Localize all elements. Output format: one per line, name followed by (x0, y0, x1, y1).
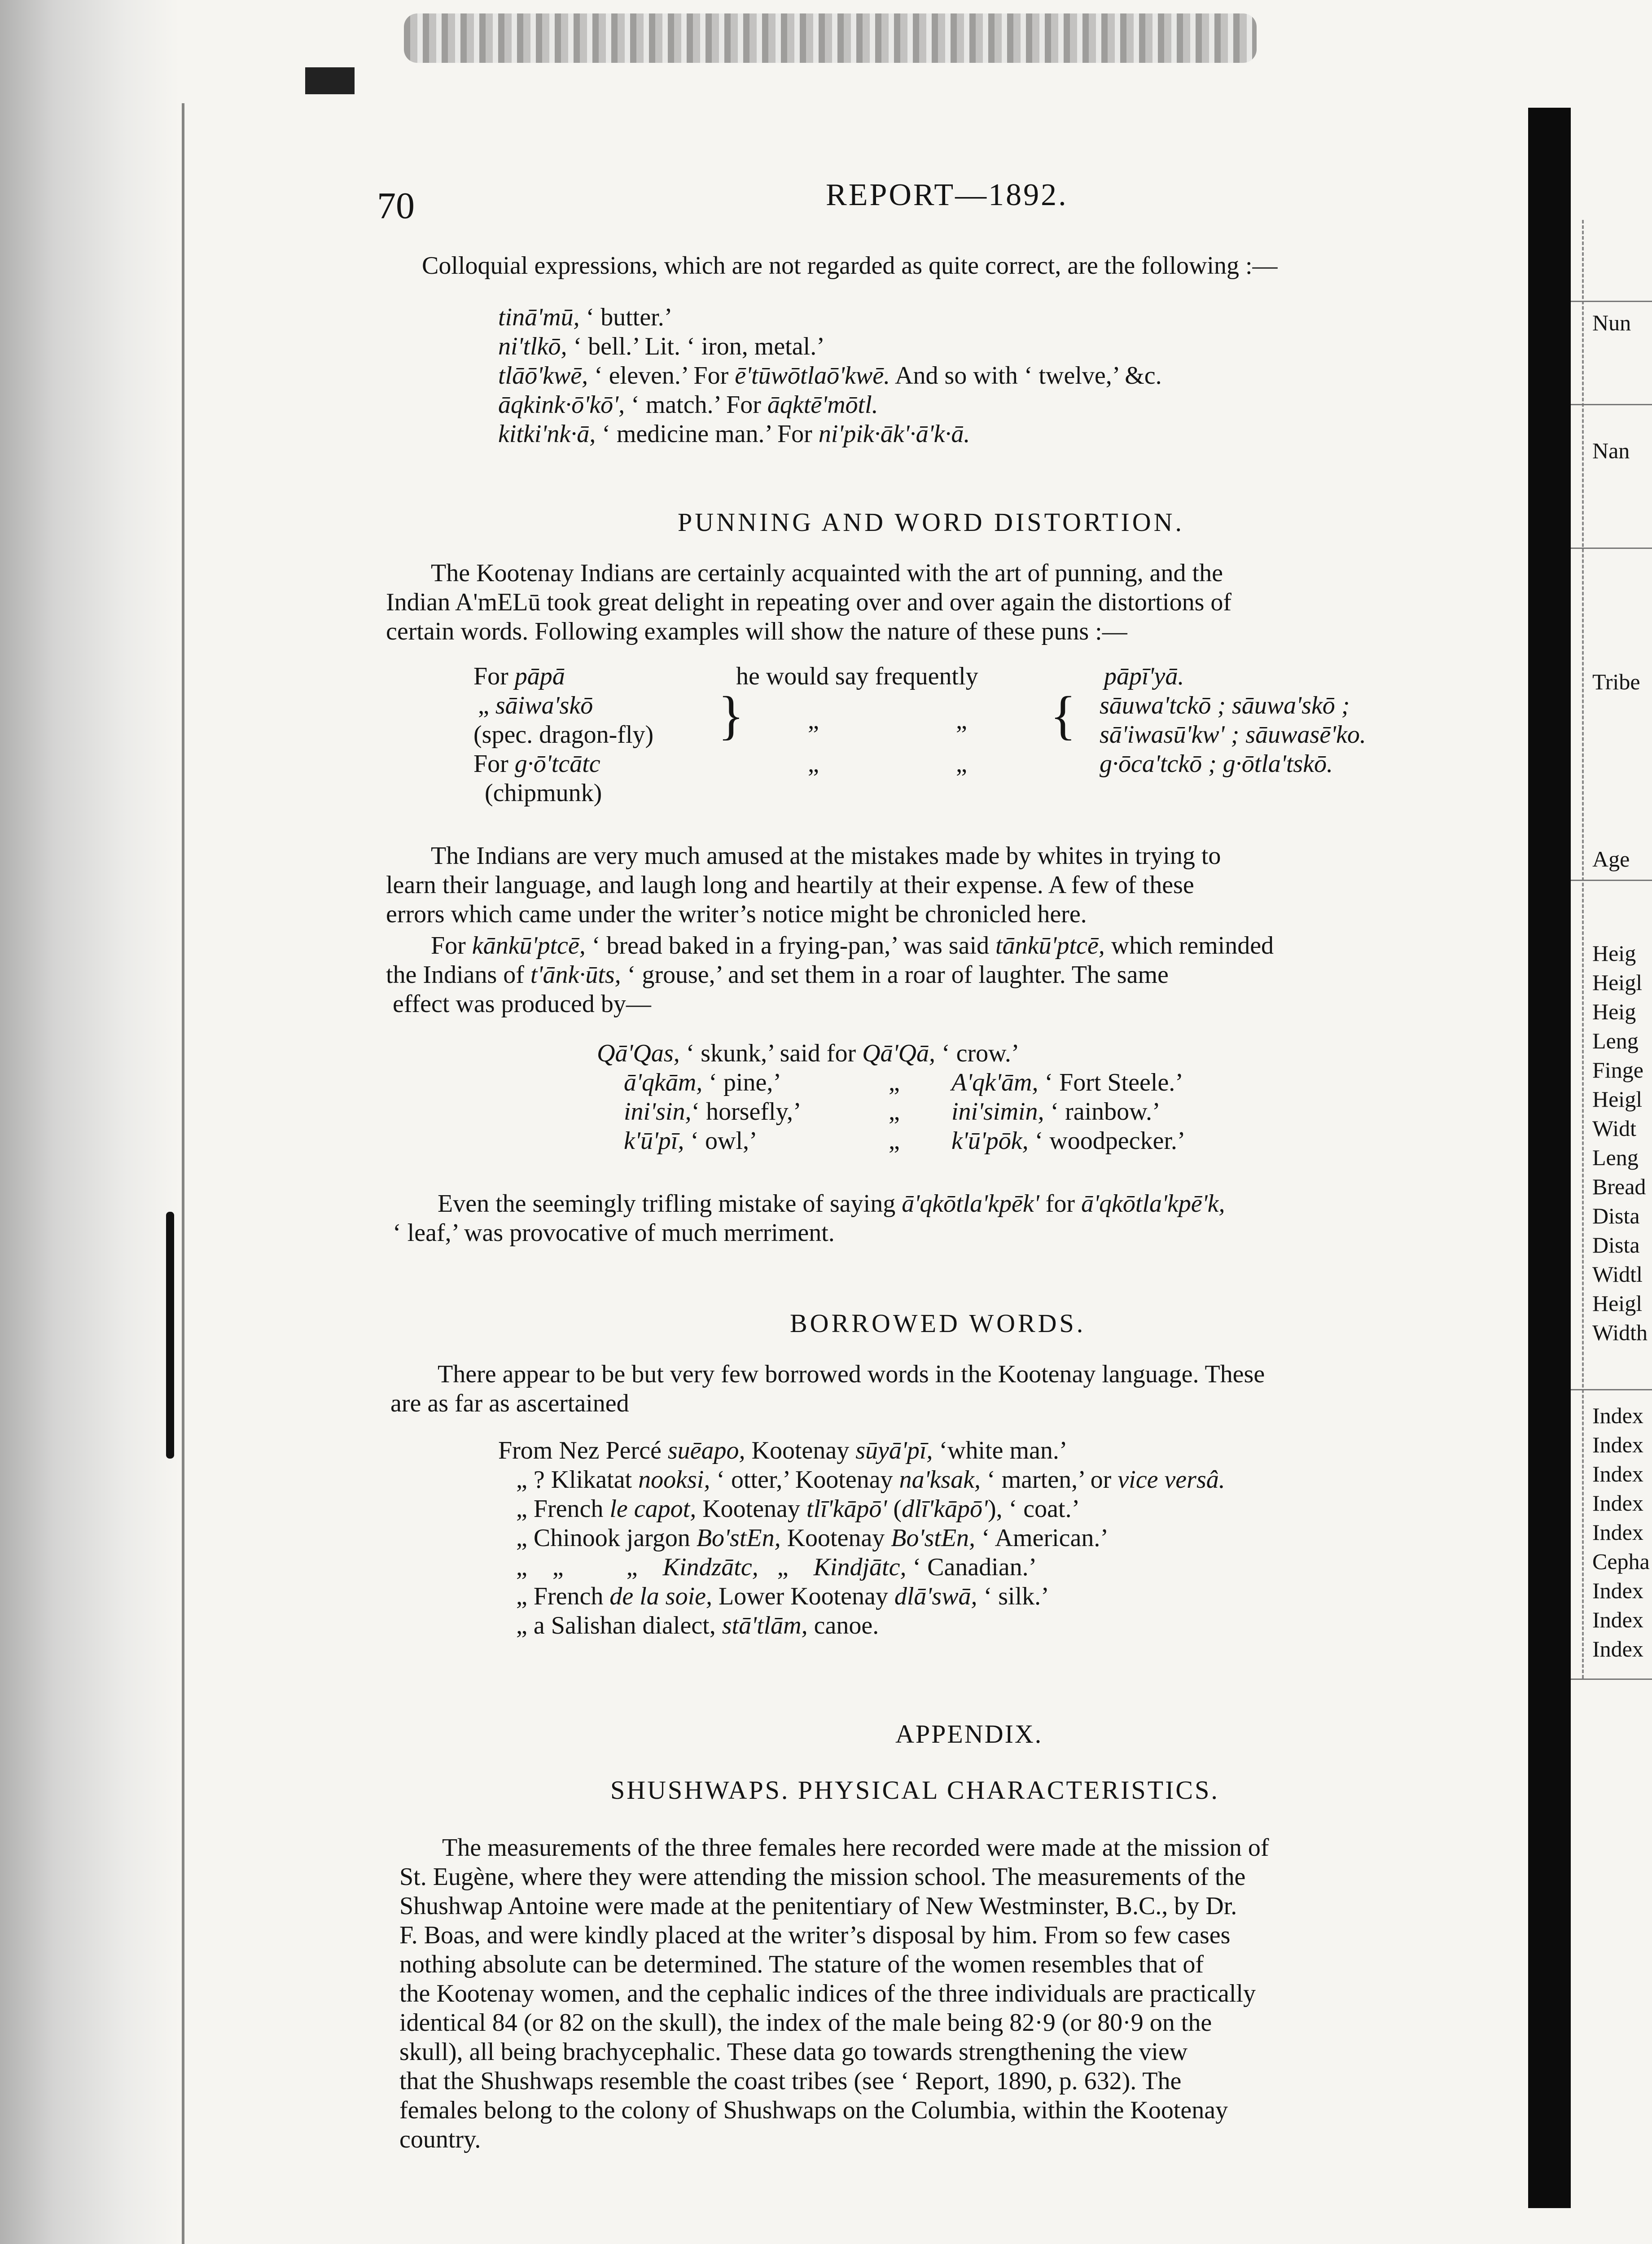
pun-gloss: (spec. dragon-fly) (473, 721, 654, 749)
appendix-heading: APPENDIX. (895, 1719, 1043, 1749)
paragraph-line: Indian A'mELū took great delight in repeating over and over again the distortions of (386, 588, 1232, 616)
example-row: ini'simin, ‘ rainbow.’ (951, 1098, 1161, 1126)
pun-row: „ sāiwa'skō (478, 692, 593, 719)
adjacent-label: Nun (1592, 310, 1631, 335)
paragraph-line: country. (399, 2126, 481, 2153)
pun-row-mid: he would say frequently (736, 662, 978, 690)
adjacent-label: Heigl (1592, 1291, 1643, 1316)
scan-top-smudge (404, 13, 1257, 63)
example-row: Qā'Qas, ‘ skunk,’ said for Qā'Qā, ‘ crow.’ (597, 1039, 1020, 1067)
paragraph-line: There appear to be but very few borrowed words in the Kootenay language. These (438, 1360, 1265, 1388)
paragraph-line: The measurements of the three females here recorded were made at the mission of (442, 1834, 1269, 1862)
example-row: A'qk'ām, ‘ Fort Steele.’ (951, 1069, 1183, 1096)
adjacent-label: Heigl (1592, 1087, 1643, 1112)
adjacent-label: Heig (1592, 999, 1636, 1024)
scan-binding-line (182, 103, 184, 2244)
adjacent-label: Index (1592, 1578, 1643, 1603)
colloquial-line: ni'tlkō, ‘ bell.’ Lit. ‘ iron, metal.’ (498, 333, 825, 360)
borrowed-item: From Nez Percé suēapo, Kootenay sūyā'pī, ‘white man.’ (498, 1437, 1068, 1464)
pun-result: sā'iwasū'kw' ; sāuwasē'ko. (1100, 721, 1366, 749)
adjacent-label: Index (1592, 1403, 1643, 1428)
paragraph-line: St. Eugène, where they were attending the mission school. The measurements of the (399, 1863, 1246, 1891)
pun-row: For pāpā (473, 662, 565, 690)
example-row: ini'sin,‘ horsefly,’ (624, 1098, 802, 1126)
adjacent-rule (1571, 1679, 1652, 1680)
pun-result: sāuwa'tckō ; sāuwa'skō ; (1100, 692, 1350, 719)
example-row: k'ū'pī, ‘ owl,’ (624, 1127, 758, 1155)
adjacent-label: Tribe (1592, 669, 1640, 694)
page-number: 70 (377, 185, 415, 227)
example-row: k'ū'pōk, ‘ woodpecker.’ (951, 1127, 1186, 1155)
adjacent-label: Heigl (1592, 970, 1643, 995)
paragraph-line: The Indians are very much amused at the mistakes made by whites in trying to (431, 842, 1221, 870)
paragraph-line: that the Shushwaps resemble the coast tribes (see ‘ Report, 1890, p. 632). The (399, 2067, 1182, 2095)
paragraph-line: skull), all being brachycephalic. These data go towards strengthening the view (399, 2038, 1188, 2066)
adjacent-label: Nan (1592, 438, 1630, 463)
adjacent-rule (1571, 880, 1652, 881)
adjacent-label: Leng (1592, 1028, 1639, 1053)
ditto-mark: „ (889, 1069, 900, 1096)
adjacent-label: Index (1592, 1490, 1643, 1516)
pun-row: For g·ō'tcātc (473, 750, 600, 778)
ditto-mark: „ (889, 1098, 900, 1126)
adjacent-label: Cepha (1592, 1549, 1650, 1574)
adjacent-label: Leng (1592, 1145, 1639, 1170)
paragraph-line: ‘ leaf,’ was provocative of much merriment. (393, 1219, 835, 1247)
colloquial-line: tlāō'kwē, ‘ eleven.’ For ē'tūwōtlaō'kwē. And so with ‘ twelve,’ &c. (498, 362, 1162, 390)
paragraph-line: Shushwap Antoine were made at the penitentiary of New Westminster, B.C., by Dr. (399, 1892, 1237, 1920)
paragraph-line: Even the seemingly trifling mistake of saying ā'qkōtla'kpēk' for ā'qkōtla'kpē'k, (438, 1190, 1225, 1218)
adjacent-label: Widt (1592, 1116, 1636, 1141)
paragraph-line: The Kootenay Indians are certainly acquainted with the art of punning, and the (431, 559, 1223, 587)
paragraph-line: are as far as ascertained (390, 1389, 629, 1417)
section-heading-punning: PUNNING AND WORD DISTORTION. (678, 508, 1185, 537)
example-row: ā'qkām, ‘ pine,’ (624, 1069, 781, 1096)
paragraph-line: F. Boas, and were kindly placed at the writer’s disposal by him. From so few cases (399, 1921, 1231, 1949)
colloquial-line: tinā'mū, ‘ butter.’ (498, 303, 673, 331)
running-head: REPORT—1892. (826, 178, 1068, 212)
borrowed-item: „ French de la soie, Lower Kootenay dlā'swā, ‘ silk.’ (516, 1582, 1049, 1610)
adjacent-rule (1571, 1389, 1652, 1390)
adjacent-page-fragment (1592, 0, 1652, 2244)
paragraph-line: identical 84 (or 82 on the skull), the index of the male being 82·9 (or 80·9 on the (399, 2009, 1212, 2037)
section-heading-borrowed: BORROWED WORDS. (790, 1309, 1086, 1338)
ditto-mark: ” (956, 721, 967, 749)
adjacent-rule (1571, 404, 1652, 405)
adjacent-label: Age (1592, 846, 1630, 872)
adjacent-rule (1571, 301, 1652, 302)
pun-gloss: (chipmunk) (485, 779, 602, 807)
borrowed-item: „ „ „ Kindzātc, „ Kindjātc, ‘ Canadian.’ (516, 1553, 1037, 1581)
scan-margin-shadow (0, 0, 180, 2244)
adjacent-label: Dista (1592, 1203, 1640, 1228)
paragraph-line: the Indians of t'ānk·ūts, ‘ grouse,’ and set them in a roar of laughter. The same (386, 961, 1169, 989)
adjacent-label: Dista (1592, 1232, 1640, 1258)
colloquial-intro: Colloquial expressions, which are not regarded as quite correct, are the following :— (422, 252, 1278, 280)
adjacent-label: Width (1592, 1320, 1648, 1345)
ditto-mark: „ (808, 750, 819, 778)
adjacent-label: Index (1592, 1520, 1643, 1545)
appendix-subheading: SHUSHWAPS. PHYSICAL CHARACTERISTICS. (610, 1775, 1219, 1805)
colloquial-line: kitki'nk·ā, ‘ medicine man.’ For ni'pik·āk'·ā'k·ā. (498, 420, 970, 448)
adjacent-label: Finge (1592, 1057, 1643, 1083)
paragraph-line: For kānkū'ptcē, ‘ bread baked in a frying-pan,’ was said tānkū'ptcē, which reminded (431, 932, 1274, 960)
brace-mark: } (718, 685, 744, 745)
paragraph-line: females belong to the colony of Shushwaps on the Columbia, within the Kootenay (399, 2096, 1228, 2124)
borrowed-item: „ French le capot, Kootenay tlī'kāpō' (dlī'kāpō'), ‘ coat.’ (516, 1495, 1080, 1523)
ditto-mark: „ (956, 750, 967, 778)
borrowed-item: „ ? Klikatat nooksi, ‘ otter,’ Kootenay na'ksak, ‘ marten,’ or vice versâ. (516, 1466, 1225, 1494)
brace-mark: { (1050, 685, 1076, 745)
adjacent-rule (1571, 548, 1652, 549)
adjacent-label: Heig (1592, 941, 1636, 966)
adjacent-label: Index (1592, 1461, 1643, 1486)
paragraph-line: effect was produced by— (393, 990, 651, 1018)
borrowed-item: „ Chinook jargon Bo'stEn, Kootenay Bo'stEn, ‘ American.’ (516, 1524, 1109, 1552)
ditto-mark: ” (808, 721, 819, 749)
paragraph-line: errors which came under the writer’s notice might be chronicled here. (386, 900, 1087, 928)
ditto-mark: „ (889, 1127, 900, 1155)
adjacent-label: Index (1592, 1607, 1643, 1632)
paragraph-line: certain words. Following examples will show the nature of these puns :— (386, 618, 1127, 645)
adjacent-label: Index (1592, 1636, 1643, 1661)
paragraph-line: nothing absolute can be determined. The stature of the women resembles that of (399, 1950, 1204, 1978)
pun-result: pāpī'yā. (1104, 662, 1184, 690)
adjacent-label: Index (1592, 1432, 1643, 1457)
paragraph-line: the Kootenay women, and the cephalic indices of the three individuals are practically (399, 1980, 1256, 2007)
adjacent-label: Widtl (1592, 1262, 1643, 1287)
adjacent-label: Bread (1592, 1174, 1646, 1199)
scan-top-block (305, 67, 355, 94)
pun-result: g·ōca'tckō ; g·ōtla'tskō. (1100, 750, 1333, 778)
adjacent-page-border (1582, 220, 1586, 1679)
scan-gutter-bar (1528, 108, 1571, 2208)
paragraph-line: learn their language, and laugh long and heartily at their expense. A few of these (386, 871, 1194, 899)
colloquial-line: āqkink·ō'kō', ‘ match.’ For āqktē'mōtl. (498, 391, 878, 419)
scan-bracket-mark (166, 1212, 174, 1459)
borrowed-item: „ a Salishan dialect, stā'tlām, canoe. (516, 1612, 879, 1639)
